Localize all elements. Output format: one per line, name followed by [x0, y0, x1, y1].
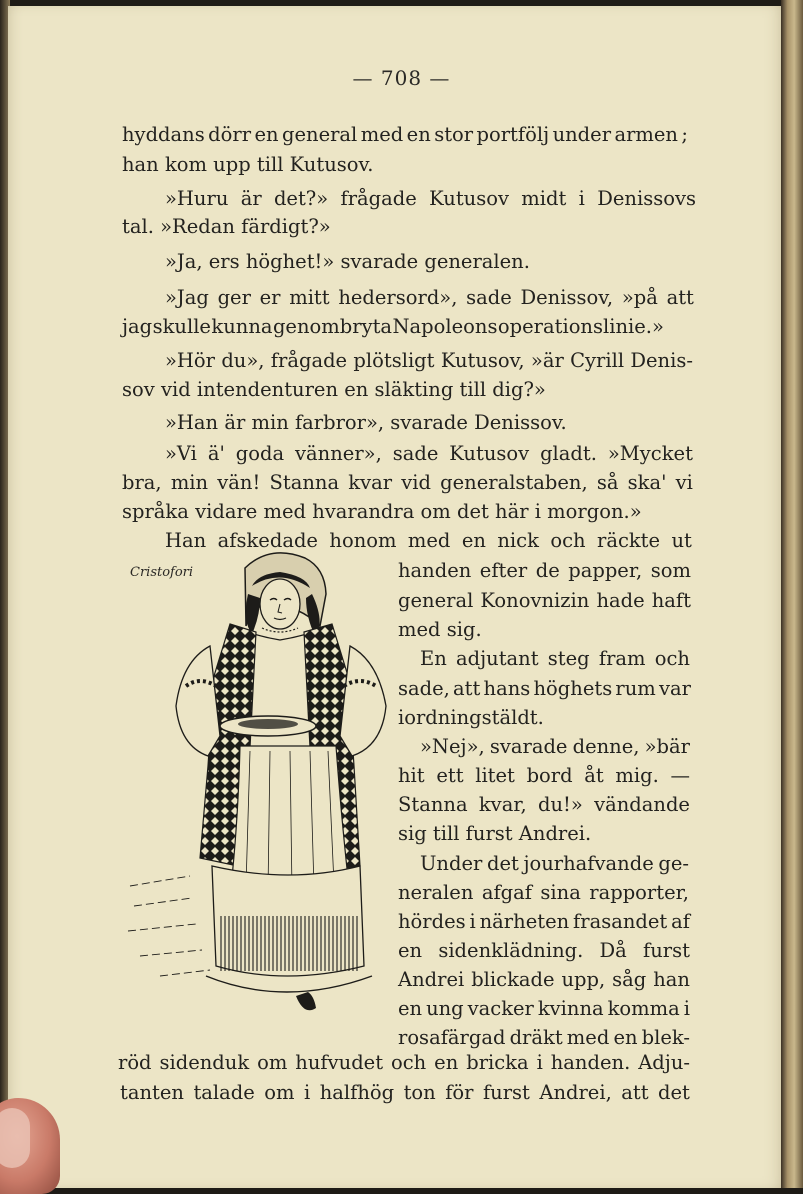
text-word: papper,: [568, 559, 643, 582]
text-word: efter: [479, 559, 528, 582]
text-word: är: [240, 187, 262, 210]
text-word: att: [621, 1081, 649, 1104]
text-line: [420, 734, 690, 760]
text-line: [118, 1050, 690, 1076]
text-word: sade: [466, 286, 512, 309]
text-word: och: [550, 529, 586, 552]
text-word: »Huru: [165, 187, 229, 210]
text-word: närheten: [479, 910, 570, 933]
text-word: afskedade: [217, 529, 318, 552]
text-word: och: [654, 647, 690, 670]
text-word: jag: [122, 315, 153, 338]
text-word: och: [391, 1051, 427, 1074]
text-line: [398, 588, 691, 614]
text-word: komma: [607, 997, 680, 1020]
text-word: det?»: [273, 187, 329, 210]
text-word: honom: [329, 529, 397, 552]
text-word: dörr: [208, 123, 252, 146]
text-line: språka vidare med hvarandra om det här i morgon.»: [122, 500, 642, 523]
text-word: »bär: [644, 735, 690, 758]
text-word: rosafärgad: [398, 1026, 506, 1049]
text-word: general: [281, 123, 358, 146]
text-word: sade: [392, 442, 439, 465]
text-word: vacker: [467, 997, 534, 1020]
text-line: [398, 792, 690, 818]
text-word: denne,: [572, 735, 640, 758]
text-word: höghets: [533, 677, 613, 700]
text-word: sidenduk: [159, 1051, 250, 1074]
text-word: generalstaben,: [440, 471, 588, 494]
book-page-edge-right: [781, 0, 803, 1188]
text-word: hedersord»,: [338, 286, 458, 309]
text-line: »Han är min farbror», svarade Denissov.: [165, 411, 567, 434]
text-line: [122, 122, 688, 148]
text-word: steg: [547, 647, 590, 670]
text-word: vändande: [594, 793, 690, 816]
text-line: [398, 763, 690, 789]
text-word: ger: [217, 286, 251, 309]
text-word: i: [536, 1051, 543, 1074]
text-word: Då: [599, 939, 627, 962]
text-line: [165, 441, 693, 467]
text-word: litet: [475, 764, 515, 787]
text-word: kvinna: [537, 997, 604, 1020]
text-word: räckte: [597, 529, 661, 552]
text-word: kunna: [211, 315, 273, 338]
text-word: En: [420, 647, 447, 670]
text-word: en: [406, 123, 431, 146]
text-word: fram: [598, 647, 646, 670]
text-word: ett: [436, 764, 464, 787]
text-word: sidenklädning.: [438, 939, 584, 962]
text-word: som: [650, 559, 691, 582]
text-word: Denissov,: [520, 286, 614, 309]
text-word: —: [670, 764, 690, 787]
text-word: för: [445, 1081, 474, 1104]
text-word: »på: [621, 286, 658, 309]
text-word: vi: [675, 471, 693, 494]
text-word: »Vi: [165, 442, 197, 465]
text-word: rum: [615, 677, 656, 700]
text-word: vid: [401, 471, 431, 494]
text-line: [398, 880, 689, 906]
text-word: Konovnizin: [480, 589, 590, 612]
text-word: ska': [627, 471, 667, 494]
text-word: nick: [497, 529, 539, 552]
text-word: ut: [671, 529, 692, 552]
text-word: furst: [482, 1081, 530, 1104]
text-word: svarade: [489, 735, 568, 758]
text-word: mig.: [615, 764, 659, 787]
text-word: Kutusov: [449, 442, 530, 465]
text-line: [420, 646, 690, 672]
text-word: rapporter,: [589, 881, 689, 904]
text-word: tanten: [120, 1081, 184, 1104]
text-word: blek-: [641, 1026, 690, 1049]
text-line: [398, 676, 691, 702]
text-line: [398, 967, 690, 993]
text-word: hans: [483, 677, 531, 700]
text-word: det: [486, 852, 519, 875]
text-word: af: [671, 910, 690, 933]
text-word: de: [535, 559, 560, 582]
text-word: kvar: [348, 471, 393, 494]
text-word: hufvudet: [295, 1051, 384, 1074]
text-word: sina: [540, 881, 581, 904]
text-line: [398, 1025, 690, 1051]
text-word: bord: [526, 764, 573, 787]
text-word: vän!: [217, 471, 261, 494]
text-word: under: [552, 123, 612, 146]
text-word: dräkt: [509, 1026, 563, 1049]
text-word: att: [666, 286, 694, 309]
text-word: frågade: [270, 349, 348, 372]
text-word: Kutusov: [429, 187, 509, 210]
text-word: upp,: [561, 968, 606, 991]
text-word: du!»: [537, 793, 583, 816]
text-word: hördes: [398, 910, 466, 933]
text-word: röd: [118, 1051, 152, 1074]
text-word: i: [683, 997, 690, 1020]
artist-signature: Cristofori: [130, 565, 194, 580]
text-word: genombryta: [272, 315, 393, 338]
page-number: — 708 —: [352, 66, 451, 90]
text-word: Kutusov,: [440, 349, 525, 372]
text-word: afgaf: [481, 881, 532, 904]
text-word: Han: [165, 529, 207, 552]
text-line: [398, 909, 690, 935]
text-word: i: [578, 187, 585, 210]
text-word: min: [170, 471, 209, 494]
text-word: Andrei: [398, 968, 465, 991]
text-word: att: [453, 677, 481, 700]
text-word: ä': [207, 442, 225, 465]
text-word: så: [596, 471, 619, 494]
text-word: Cyrill: [570, 349, 625, 372]
text-line: [165, 186, 696, 212]
text-word: med: [566, 1026, 610, 1049]
text-word: operationslinie.»: [497, 315, 664, 338]
text-line: iordningstäldt.: [398, 706, 544, 729]
text-word: Denis-: [630, 349, 693, 372]
text-word: »Mycket: [607, 442, 693, 465]
text-line: [122, 470, 693, 496]
text-word: Napoleons: [392, 315, 498, 338]
text-word: er: [259, 286, 281, 309]
text-word: en: [398, 997, 423, 1020]
text-line: han kom upp till Kutusov.: [122, 153, 374, 176]
text-word: »Hör: [165, 349, 215, 372]
text-word: en: [398, 939, 423, 962]
text-word: »Nej»,: [420, 735, 485, 758]
text-word: handen.: [550, 1051, 631, 1074]
text-word: adjutant: [456, 647, 539, 670]
text-word: om: [264, 1081, 295, 1104]
text-word: halfhög: [319, 1081, 395, 1104]
text-word: Adju-: [638, 1051, 690, 1074]
text-word: kvar,: [478, 793, 527, 816]
text-word: talade: [193, 1081, 255, 1104]
text-word: i: [469, 910, 476, 933]
text-word: armen: [614, 123, 678, 146]
reader-thumbnail: [0, 1108, 30, 1168]
text-word: en: [461, 529, 486, 552]
text-word: Stanna: [269, 471, 340, 494]
text-word: goda: [235, 442, 285, 465]
text-line: »Ja, ers höghet!» svarade generalen.: [165, 250, 530, 273]
text-line: med sig.: [398, 618, 482, 641]
text-word: en: [434, 1051, 459, 1074]
text-word: du»,: [221, 349, 265, 372]
text-word: hyddans: [122, 123, 205, 146]
text-line: [165, 285, 694, 311]
text-word: »Jag: [165, 286, 209, 309]
text-word: ;: [681, 123, 688, 146]
text-word: frasandet: [573, 910, 668, 933]
text-word: ton: [403, 1081, 436, 1104]
text-word: Denissovs: [597, 187, 696, 210]
text-word: bra,: [122, 471, 162, 494]
text-line: tal. »Redan färdigt?»: [122, 215, 331, 238]
text-word: om: [257, 1051, 288, 1074]
text-word: vänner»,: [295, 442, 382, 465]
text-word: neralen: [398, 881, 474, 904]
text-word: med: [407, 529, 451, 552]
text-word: »är: [530, 349, 564, 372]
text-word: en: [613, 1026, 638, 1049]
text-line: [122, 314, 664, 340]
text-word: Andrei,: [539, 1081, 612, 1104]
text-line: [398, 996, 690, 1022]
text-word: stor: [434, 123, 474, 146]
text-line: sov vid intendenturen en släkting till dig?»: [122, 378, 546, 401]
text-line: [420, 851, 689, 877]
text-line: [398, 558, 691, 584]
text-word: haft: [651, 589, 691, 612]
text-word: Under: [420, 852, 483, 875]
text-word: ge-: [658, 852, 689, 875]
text-word: med: [360, 123, 404, 146]
text-word: gladt.: [540, 442, 597, 465]
text-word: hit: [398, 764, 425, 787]
text-word: ung: [426, 997, 464, 1020]
text-line: sig till furst Andrei.: [398, 822, 592, 845]
text-word: han: [653, 968, 690, 991]
text-word: general: [398, 589, 474, 612]
text-word: sade,: [398, 677, 450, 700]
text-word: en: [254, 123, 279, 146]
text-word: jourhafvande: [523, 852, 654, 875]
text-word: bricka: [466, 1051, 529, 1074]
text-word: det: [658, 1081, 690, 1104]
text-word: blickade: [471, 968, 555, 991]
text-word: plötsligt: [353, 349, 435, 372]
text-word: mitt: [289, 286, 330, 309]
text-word: handen: [398, 559, 472, 582]
woman-with-tray-illustration: [120, 546, 395, 1026]
text-line: [120, 1080, 690, 1106]
text-word: midt: [521, 187, 567, 210]
text-word: var: [658, 677, 691, 700]
text-word: frågade: [340, 187, 417, 210]
text-line: [165, 348, 693, 374]
text-word: portfölj: [476, 123, 550, 146]
text-line: [398, 938, 690, 964]
text-word: skulle: [152, 315, 211, 338]
text-word: furst: [643, 939, 690, 962]
text-word: Stanna: [398, 793, 468, 816]
text-word: såg: [612, 968, 647, 991]
text-word: hade: [596, 589, 645, 612]
text-word: i: [303, 1081, 311, 1104]
text-word: åt: [584, 764, 604, 787]
